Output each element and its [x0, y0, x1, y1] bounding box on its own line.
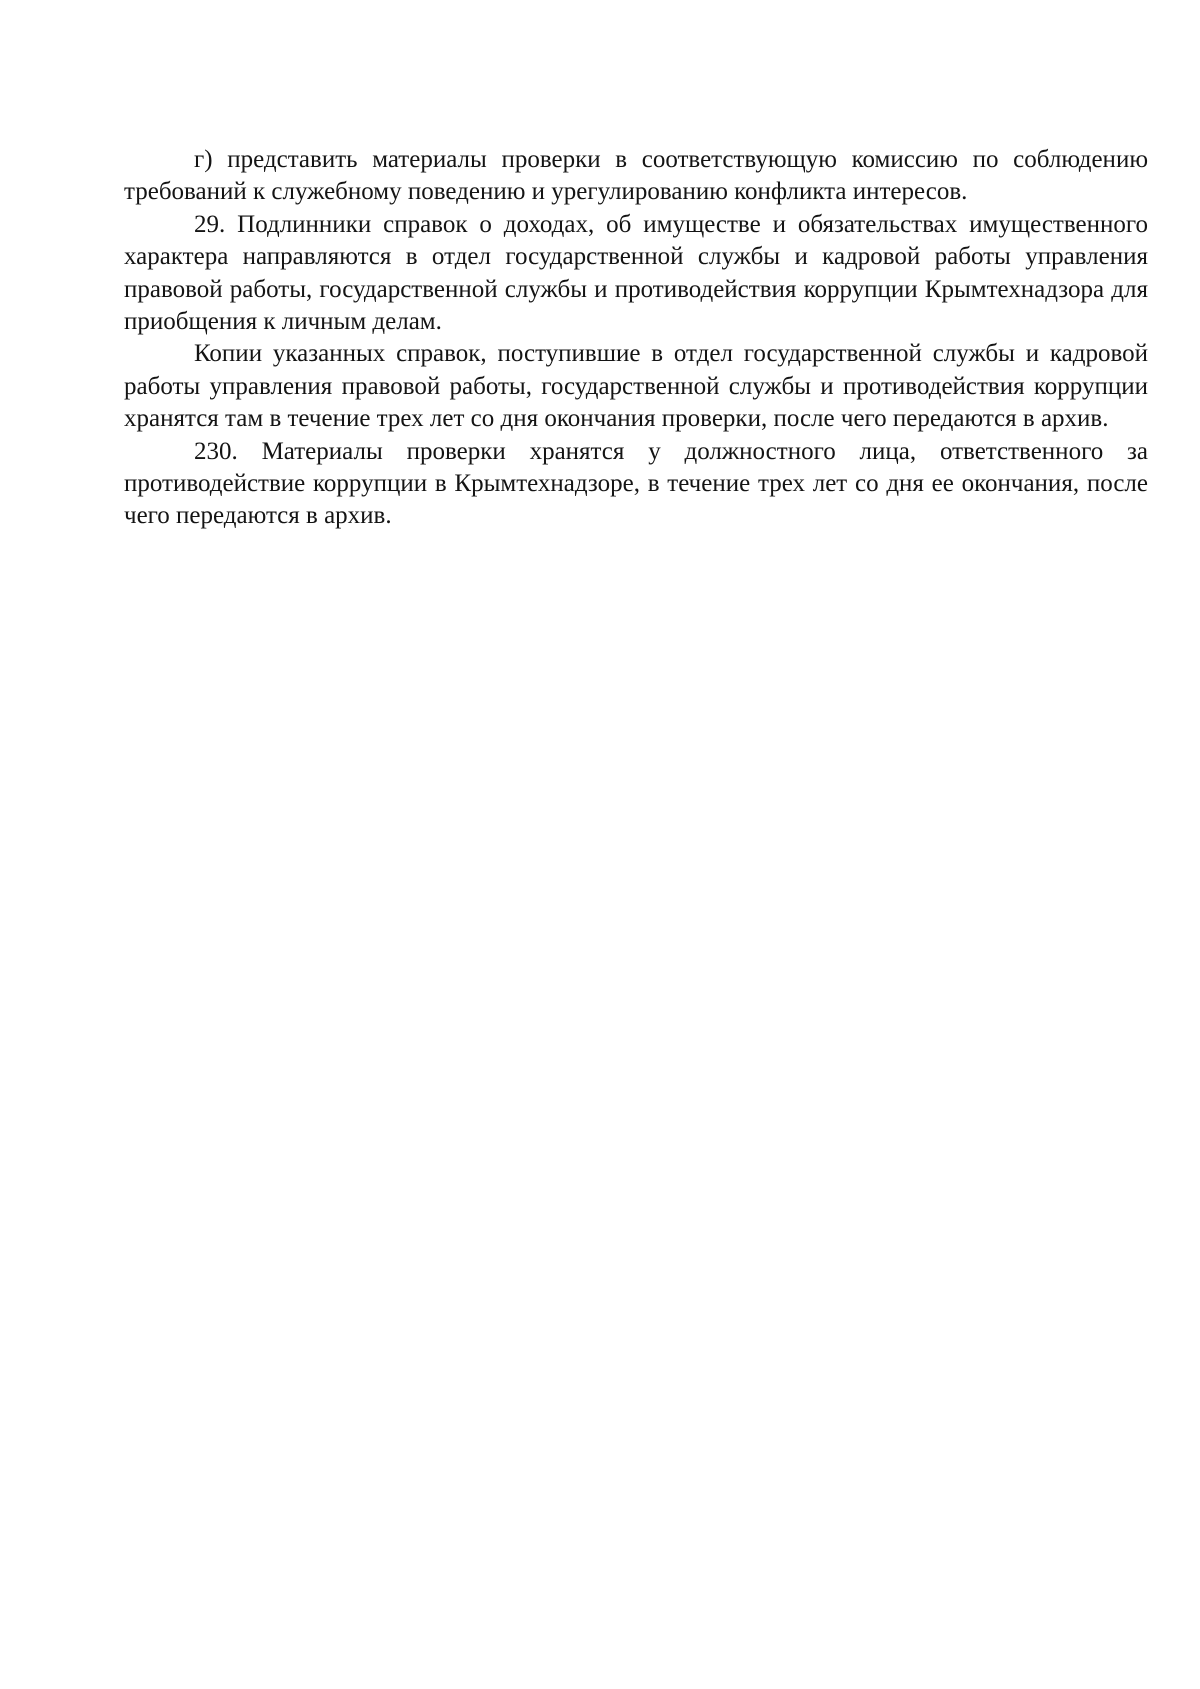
paragraph-29-originals: 29. Подлинники справок о доходах, об имуществе и обязательствах имущественного характера направляются в отдел государственной службы и кадровой работы управления правовой работы, государственной службы и противодействия коррупции Крымтехнадзора для приобщения к личным делам.	[124, 210, 1148, 336]
paragraph-230-materials: 230. Материалы проверки хранятся у должностного лица, ответственного за противодействие коррупции в Крымтехнадзоре, в течение трех лет со дня ее окончания, после чего передаются в архив.	[124, 437, 1148, 530]
paragraph-g-commission: г) представить материалы проверки в соответствующую комиссию по соблюдению требований к служебному поведению и урегулированию конфликта интересов.	[124, 146, 1148, 206]
document-body	[124, 144, 1148, 533]
paragraph-copies-storage: Копии указанных справок, поступившие в отдел государственной службы и кадровой работы управления правовой работы, государственной службы и противодействия коррупции хранятся там в течение трех лет со дня окончания проверки, после чего передаются в архив.	[124, 340, 1148, 433]
